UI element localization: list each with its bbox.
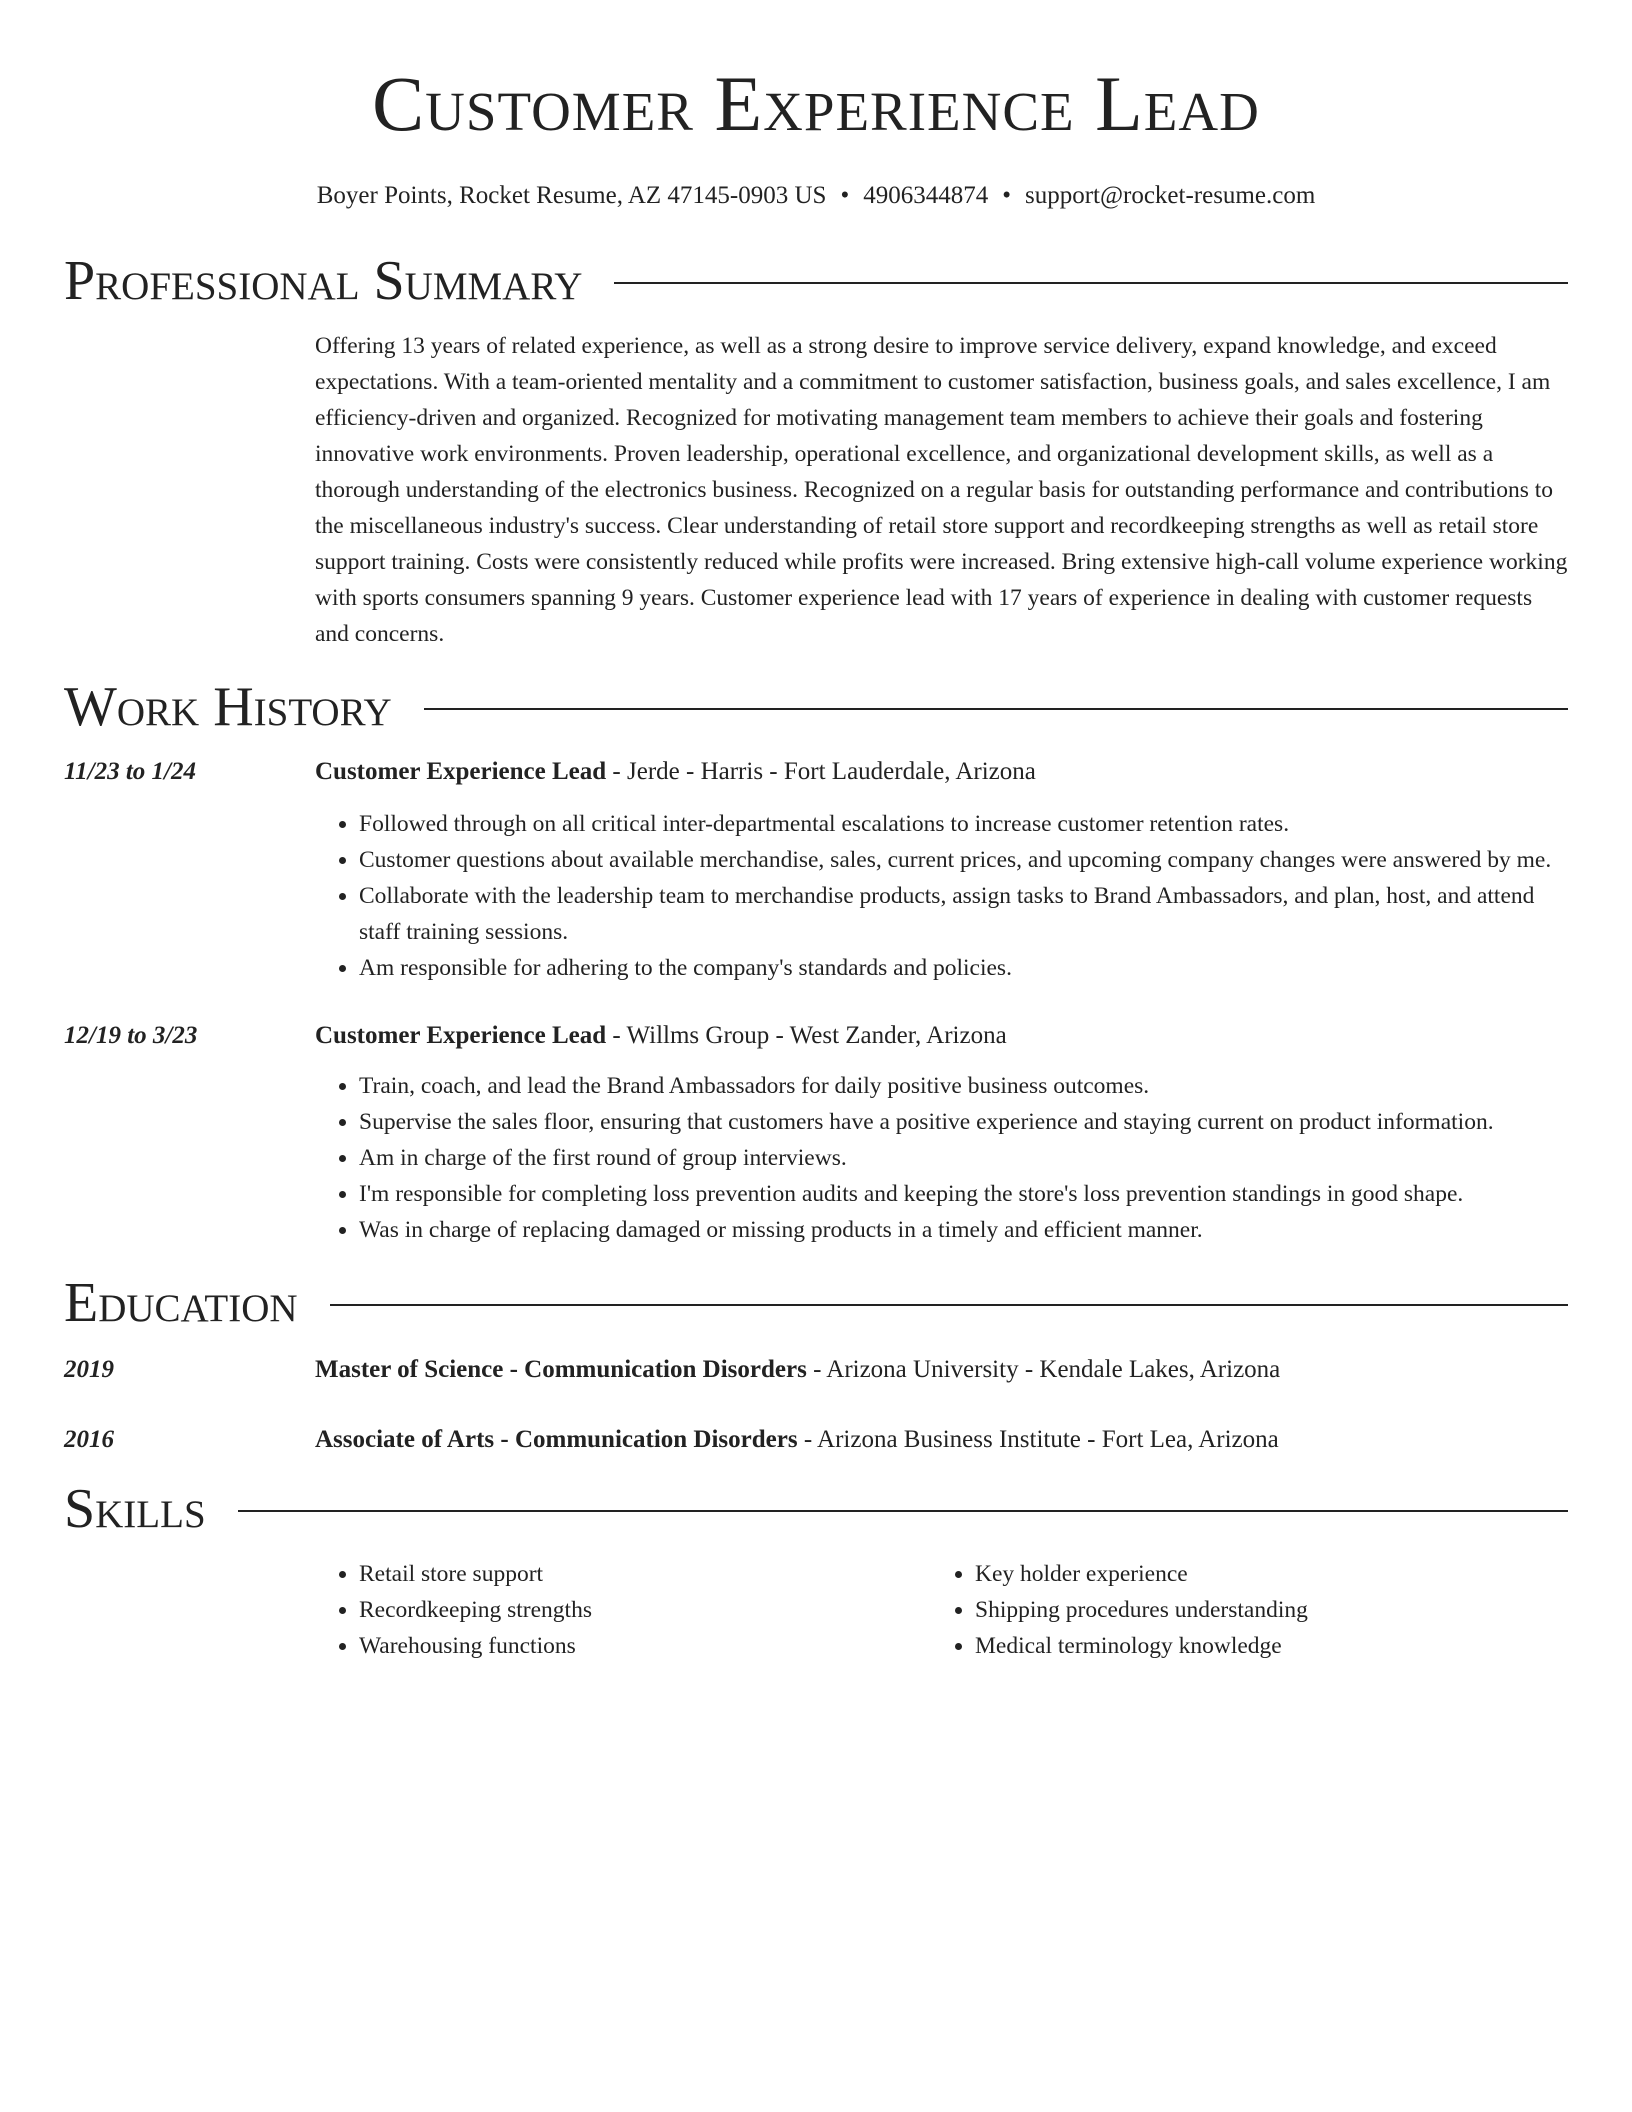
- education-entry: [64, 1422, 1568, 1458]
- job-dates: 12/19 to 3/23: [64, 1022, 198, 1049]
- education-details: - Arizona Business Institute - Fort Lea, Arizona: [797, 1426, 1279, 1453]
- education-year: 2019: [64, 1356, 114, 1383]
- work-section-header: [64, 672, 1568, 742]
- education-entry: [64, 1352, 1568, 1388]
- skill-item: • Key holder experience: [975, 1556, 1547, 1592]
- resume-name-heading: Customer Experience Lead: [372, 60, 1260, 147]
- job-entry: [64, 1018, 1568, 1054]
- skill-item: • Retail store support: [359, 1556, 931, 1592]
- job-dates: 11/23 to 1/24: [64, 758, 196, 785]
- skill-item: • Medical terminology knowledge: [975, 1628, 1547, 1664]
- job-bullet: • Train, coach, and lead the Brand Ambassadors for daily positive business outcomes.: [359, 1068, 1568, 1104]
- contact-address: Boyer Points, Rocket Resume, AZ 47145-0903 US: [316, 182, 827, 209]
- summary-section-title: Professional Summary: [64, 250, 583, 312]
- education-degree: Master of Science - Communication Disorders: [315, 1356, 807, 1383]
- skills-column-left: [315, 1556, 931, 1664]
- job-bullet: • Am responsible for adhering to the company's standards and policies.: [359, 950, 1568, 986]
- job-bullet: • Supervise the sales floor, ensuring that customers have a positive experience and staying current on product information.: [359, 1104, 1568, 1140]
- job-bullets: [315, 806, 1568, 986]
- job-bullet: • Followed through on all critical inter-departmental escalations to increase customer retention rates.: [359, 806, 1568, 842]
- summary-section-header: [64, 246, 1568, 316]
- resume-page: [64, 0, 1568, 1664]
- job-bullet: • Am in charge of the first round of group interviews.: [359, 1140, 1568, 1176]
- job-details: - Willms Group - West Zander, Arizona: [606, 1022, 1007, 1049]
- job-bullet: • I'm responsible for completing loss prevention audits and keeping the store's loss prevention standings in good shape.: [359, 1176, 1568, 1212]
- job-role: Customer Experience Lead: [315, 1022, 607, 1049]
- contact-separator: •: [840, 182, 850, 209]
- education-section-header: [64, 1268, 1568, 1338]
- work-section-title: Work History: [64, 676, 392, 738]
- education-details: - Arizona University - Kendale Lakes, Arizona: [806, 1356, 1281, 1383]
- education-year: 2016: [64, 1426, 114, 1453]
- job-entry: [64, 754, 1568, 790]
- skill-item: • Shipping procedures understanding: [975, 1592, 1547, 1628]
- skills-section-title: Skills: [64, 1478, 206, 1540]
- section-divider: [238, 1510, 1568, 1512]
- education-section-title: Education: [64, 1272, 298, 1334]
- section-divider: [330, 1304, 1568, 1306]
- job-bullets: [315, 1068, 1568, 1248]
- job-bullet: • Was in charge of replacing damaged or missing products in a timely and efficient manner.: [359, 1212, 1568, 1248]
- skills-column-right: [931, 1556, 1547, 1664]
- education-heading: [315, 1422, 1568, 1458]
- education-degree: Associate of Arts - Communication Disorders: [315, 1426, 798, 1453]
- skill-item: • Warehousing functions: [359, 1628, 931, 1664]
- section-divider: [424, 708, 1568, 710]
- summary-body: [315, 328, 1568, 652]
- job-role: Customer Experience Lead: [315, 758, 607, 785]
- job-details: - Jerde - Harris - Fort Lauderdale, Arizona: [606, 758, 1036, 785]
- summary-text: Offering 13 years of related experience, as well as a strong desire to improve service delivery, expand knowledge, and exceed expectations. With a team-oriented mentality and a commitment to customer satisfaction, business goals, and sales excellence, I am efficiency-driven and organized. Recognized for motivating management team members to achieve their goals and fostering innovative work environments. Proven leadership, operational excellence, and organizational development skills, as well as a thorough understanding of the electronics business. Recognized on a regular basis for outstanding performance and contributions to the miscellaneous industry's success. Clear understanding of retail store support and recordkeeping strengths as well as retail store support training. Costs were consistently reduced while profits were increased. Bring extensive high-call volume experience working with sports consumers spanning 9 years. Customer experience lead with 17 years of experience in dealing with customer requests and concerns.: [315, 333, 1568, 647]
- job-heading: [315, 1018, 1568, 1054]
- contact-email: support@rocket-resume.com: [1024, 182, 1316, 209]
- skill-item: • Recordkeeping strengths: [359, 1592, 931, 1628]
- job-bullet: • Customer questions about available merchandise, sales, current prices, and upcoming company changes were answered by me.: [359, 842, 1568, 878]
- job-bullet: • Collaborate with the leadership team to merchandise products, assign tasks to Brand Ambassadors, and plan, host, and attend staff training sessions.: [359, 878, 1568, 950]
- job-heading: [315, 754, 1568, 790]
- section-divider: [614, 282, 1568, 284]
- contact-line: [64, 180, 1568, 212]
- contact-phone: 4906344874: [863, 182, 989, 209]
- skills-list: [315, 1556, 1568, 1664]
- skills-section-header: [64, 1474, 1568, 1544]
- contact-separator: •: [1002, 182, 1011, 209]
- education-heading: [315, 1352, 1568, 1388]
